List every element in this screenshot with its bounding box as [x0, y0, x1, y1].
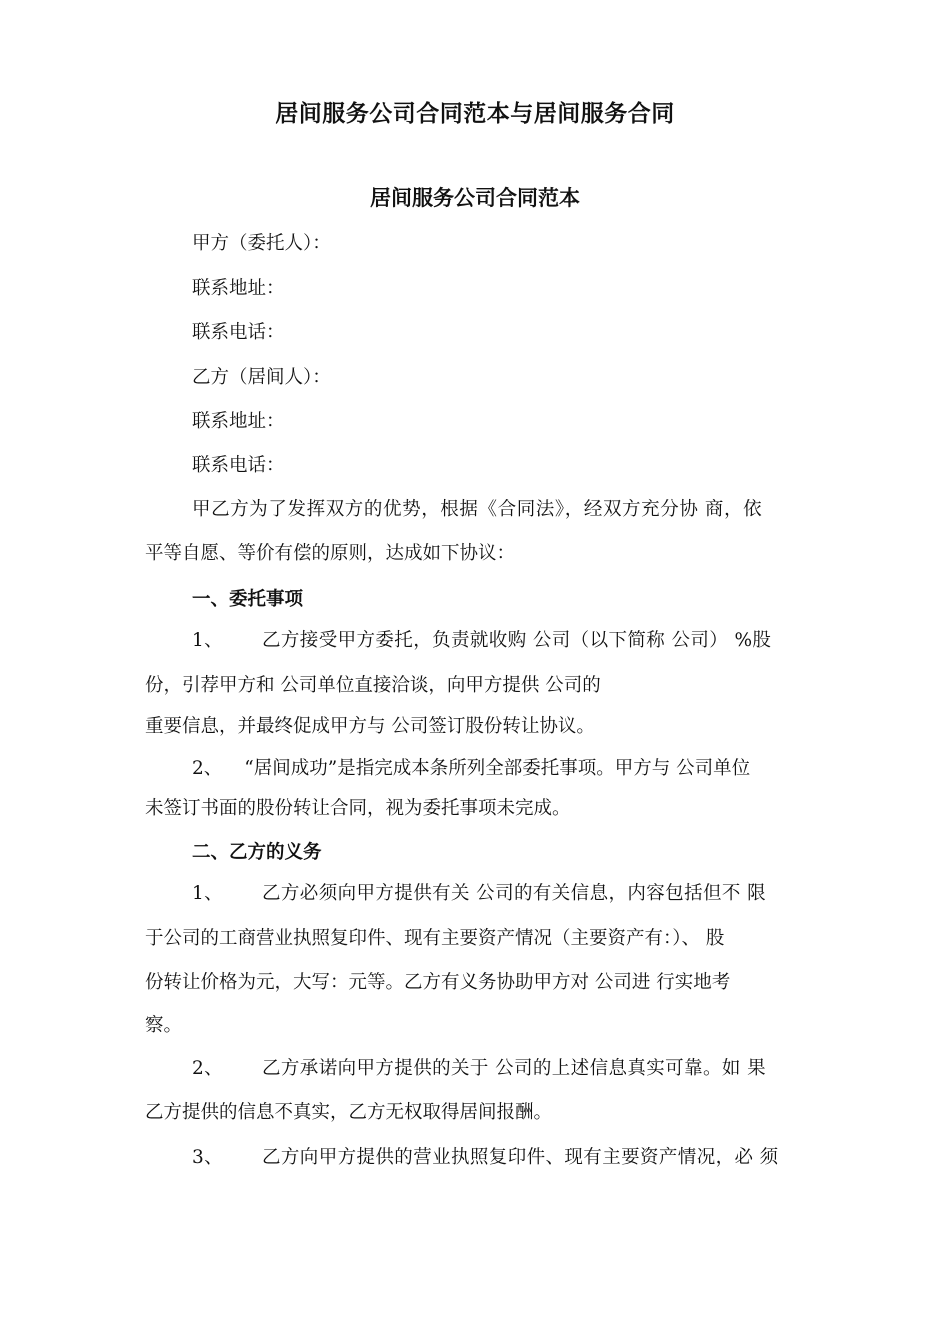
section-1-item-1-line-1 [192, 632, 771, 651]
section-1-item-1-line-3: 重要信息，并最终促成甲方与 公司签订股份转让协议。 [145, 716, 595, 737]
section-1-item-1-line-2: 份，引荐甲方和 公司单位直接洽谈，向甲方提供 公司的 [145, 675, 601, 696]
party-a-label: 甲方（委托人）： [192, 233, 331, 254]
intro-line-1: 甲乙方为了发挥双方的优势，根据《合同法》，经双方充分协 商，依 [192, 499, 763, 520]
section-1-item-2-line-1 [192, 760, 750, 779]
party-a-address: 联系地址： [192, 278, 285, 299]
item-number: 3、 [192, 1147, 224, 1168]
section-2-item-3-line-1 [192, 1149, 779, 1168]
item-number: 1、 [192, 630, 224, 651]
section-2-item-1-line-4: 察。 [145, 1015, 183, 1036]
section-2-item-2-line-2: 乙方提供的信息不真实，乙方无权取得居间报酬。 [145, 1102, 553, 1123]
section-2-item-1-line-3: 份转让价格为元，大写：元等。乙方有义务协助甲方对 公司进 行实地考 [145, 972, 731, 993]
section-1-item-2-line-2: 未签订书面的股份转让合同，视为委托事项未完成。 [145, 798, 571, 819]
section-2-item-1-line-1 [192, 885, 766, 904]
item-text: 乙方向甲方提供的营业执照复印件、现有主要资产情况，必 须 [262, 1147, 779, 1168]
party-b-phone: 联系电话： [192, 455, 285, 476]
document-subtitle: 居间服务公司合同范本 [370, 186, 580, 210]
item-text: 乙方接受甲方委托，负责就收购 公司（以下简称 公司） %股 [262, 630, 772, 651]
item-text: 乙方承诺向甲方提供的关于 公司的上述信息真实可靠。如 果 [262, 1058, 766, 1079]
item-number: 2、 [192, 1058, 224, 1079]
party-a-phone: 联系电话： [192, 322, 285, 343]
item-number: 2、 [192, 758, 223, 779]
item-number: 1、 [192, 883, 224, 904]
item-text: “居间成功”是指完成本条所列全部委托事项。甲方与 公司单位 [244, 758, 751, 779]
intro-line-2: 平等自愿、等价有偿的原则，达成如下协议： [145, 543, 516, 564]
item-text: 乙方必须向甲方提供有关 公司的有关信息，内容包括但不 限 [262, 883, 766, 904]
party-b-label: 乙方（居间人）： [192, 367, 331, 388]
section-1-heading: 一、委托事项 [192, 589, 304, 610]
party-b-address: 联系地址： [192, 411, 285, 432]
section-2-heading: 二、乙方的义务 [192, 842, 322, 863]
section-2-item-2-line-1 [192, 1060, 766, 1079]
document-title: 居间服务公司合同范本与居间服务合同 [275, 101, 675, 127]
section-2-item-1-line-2: 于公司的工商营业执照复印件、现有主要资产情况（主要资产有：）、 股 [145, 928, 725, 949]
